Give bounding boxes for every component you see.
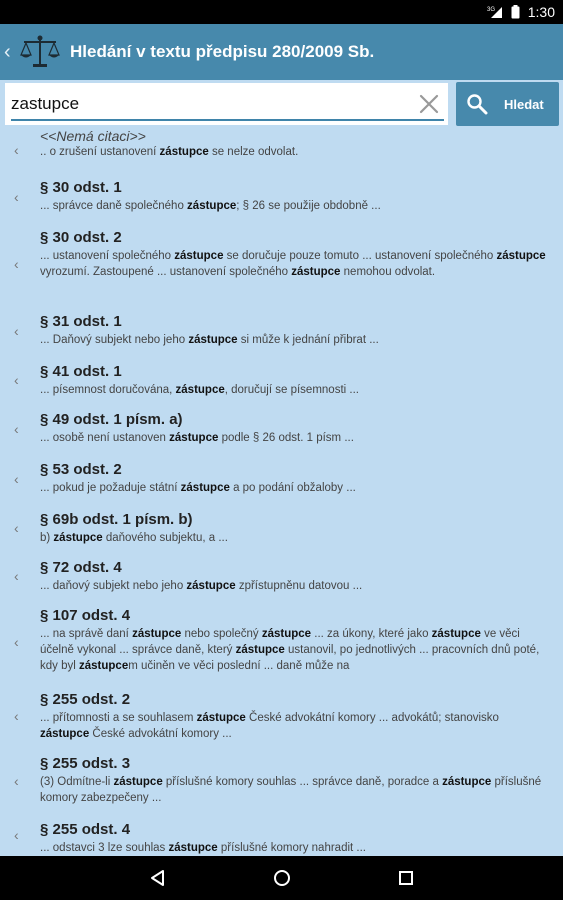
result-item[interactable] xyxy=(0,172,563,222)
result-title: § 255 odst. 2 xyxy=(40,691,131,708)
result-item[interactable] xyxy=(0,552,563,600)
snippet-text: ... pokud je požaduje státní xyxy=(40,482,181,494)
result-snippet xyxy=(40,626,551,674)
snippet-text: příslušné komory nahradit ... xyxy=(217,842,366,854)
snippet-text: vyrozumí. Zastoupené ... ustanovení společného xyxy=(40,266,292,278)
highlighted-term: zástupce xyxy=(496,250,546,262)
snippet-text: ... písemnost doručována, xyxy=(40,384,176,396)
result-item[interactable] xyxy=(0,684,563,748)
chevron-left-icon: ‹ xyxy=(14,421,19,437)
snippet-text: se nelze odvolat. xyxy=(208,146,299,158)
snippet-text: nebo společný xyxy=(181,628,262,640)
highlighted-term: zástupce xyxy=(40,728,90,740)
snippet-text: ... správce daně společného xyxy=(40,200,188,212)
highlighted-term: zástupce xyxy=(132,628,182,640)
back-chevron-icon[interactable]: ‹ xyxy=(4,40,11,63)
snippet-text: se doručuje pouze tomuto ... ustanovení společného xyxy=(223,250,497,262)
snippet-text: (3) Odmítne-li xyxy=(40,776,114,788)
result-title: § 41 odst. 1 xyxy=(40,363,122,380)
result-snippet xyxy=(40,774,551,806)
snippet-text: zpřístupněnu datovou ... xyxy=(235,580,363,592)
snippet-text: ... přítomnosti a se souhlasem xyxy=(40,712,197,724)
result-title: § 255 odst. 3 xyxy=(40,755,131,772)
highlighted-term: zástupce xyxy=(442,776,492,788)
result-title: § 31 odst. 1 xyxy=(40,313,122,330)
status-bar xyxy=(0,0,563,24)
app-title: Hledání v textu předpisu 280/2009 Sb. xyxy=(70,42,375,61)
result-item[interactable] xyxy=(0,222,563,306)
snippet-text: ... za úkony, které jako xyxy=(311,628,432,640)
highlighted-term: zástupce xyxy=(53,532,103,544)
result-title: § 255 odst. 4 xyxy=(40,821,131,838)
result-item[interactable] xyxy=(0,128,563,172)
result-title: § 30 odst. 2 xyxy=(40,229,122,246)
result-snippet xyxy=(40,530,551,546)
battery-icon xyxy=(511,5,520,19)
chevron-left-icon: ‹ xyxy=(14,372,19,388)
chevron-left-icon: ‹ xyxy=(14,634,19,650)
result-title: § 72 odst. 4 xyxy=(40,559,122,576)
snippet-text: České advokátní komory ... advokátů; stanovisko xyxy=(245,712,499,724)
snippet-text: ; § 26 se použije obdobně ... xyxy=(236,200,381,212)
snippet-text: , doručují se písemnosti ... xyxy=(224,384,359,396)
result-title: § 53 odst. 2 xyxy=(40,461,122,478)
highlighted-term: zástupce xyxy=(175,384,225,396)
chevron-left-icon: ‹ xyxy=(14,142,19,158)
snippet-text: podle § 26 odst. 1 písm ... xyxy=(218,432,354,444)
snippet-text: a po podání obžaloby ... xyxy=(229,482,356,494)
chevron-left-icon: ‹ xyxy=(14,520,19,536)
result-item[interactable] xyxy=(0,356,563,404)
snippet-text: ve věci účelně vykonal ... správce daně, který xyxy=(40,628,520,656)
chevron-left-icon: ‹ xyxy=(14,708,19,724)
highlighted-term: zástupce xyxy=(79,660,129,672)
result-snippet xyxy=(40,430,551,446)
result-item[interactable] xyxy=(0,600,563,684)
highlighted-term: zástupce xyxy=(261,628,312,640)
highlighted-term: zástupce xyxy=(188,334,238,346)
snippet-text: ... ustanovení společného xyxy=(40,250,175,262)
highlighted-term: zástupce xyxy=(186,580,236,592)
snippet-text: ... osobě není ustanoven xyxy=(40,432,170,444)
chevron-left-icon: ‹ xyxy=(14,568,19,584)
search-button[interactable] xyxy=(456,82,559,126)
snippet-text: příslušné komory souhlas ... správce daně, poradce a xyxy=(162,776,443,788)
result-snippet xyxy=(40,840,551,856)
highlighted-term: zástupce xyxy=(180,482,230,494)
snippet-text: ... odstavci 3 lze souhlas xyxy=(40,842,169,854)
navigation-bar xyxy=(0,856,563,900)
result-title: <<Nemá citaci>> xyxy=(40,128,146,144)
nav-recents-icon[interactable] xyxy=(394,866,418,890)
highlighted-term: zástupce xyxy=(187,200,237,212)
snippet-text: příslušné komory zabezpečeny ... xyxy=(40,776,542,804)
svg-text:3G: 3G xyxy=(486,7,495,13)
snippet-text: daňového subjektu, a ... xyxy=(102,532,228,544)
result-item[interactable] xyxy=(0,748,563,814)
search-row xyxy=(0,80,563,128)
chevron-left-icon: ‹ xyxy=(14,827,19,843)
clear-x-icon[interactable] xyxy=(418,93,440,115)
result-snippet xyxy=(40,332,551,348)
highlighted-term: zástupce xyxy=(113,776,163,788)
result-item[interactable] xyxy=(0,504,563,552)
result-title: § 107 odst. 4 xyxy=(40,607,131,624)
snippet-text: b) xyxy=(40,532,54,544)
search-icon xyxy=(466,93,488,115)
chevron-left-icon: ‹ xyxy=(14,471,19,487)
result-snippet xyxy=(40,578,551,594)
snippet-text: ... na správě daní xyxy=(40,628,133,640)
highlighted-term: zástupce xyxy=(169,432,219,444)
result-item[interactable] xyxy=(0,306,563,356)
result-snippet xyxy=(40,198,551,214)
result-snippet xyxy=(40,480,551,496)
snippet-text: si může k jednání přibrat ... xyxy=(237,334,379,346)
highlighted-term: zástupce xyxy=(168,842,218,854)
result-item[interactable] xyxy=(0,814,563,856)
result-snippet xyxy=(40,248,551,280)
chevron-left-icon: ‹ xyxy=(14,323,19,339)
snippet-text: .. o zrušení ustanovení xyxy=(40,146,160,158)
result-snippet xyxy=(40,382,551,398)
search-box xyxy=(5,83,448,125)
result-item[interactable] xyxy=(0,454,563,504)
highlighted-term: zástupce xyxy=(235,644,285,656)
result-snippet xyxy=(40,144,551,160)
highlighted-term: zástupce xyxy=(291,266,341,278)
app-bar xyxy=(0,24,563,80)
snippet-text: m učiněn ve věci poslední ... daně může na xyxy=(128,660,350,672)
result-title: § 30 odst. 1 xyxy=(40,179,122,196)
network-3g-icon xyxy=(487,5,503,19)
snippet-text: ... Daňový subjekt nebo jeho xyxy=(40,334,189,346)
highlighted-term: zástupce xyxy=(174,250,224,262)
search-input[interactable] xyxy=(11,91,411,117)
highlighted-term: zástupce xyxy=(431,628,481,640)
snippet-text: nemohou odvolat. xyxy=(340,266,436,278)
chevron-left-icon: ‹ xyxy=(14,773,19,789)
status-time: 1:30 xyxy=(527,4,555,20)
chevron-left-icon: ‹ xyxy=(14,256,19,272)
search-button-label: Hledat xyxy=(504,96,544,112)
nav-back-icon[interactable] xyxy=(146,866,170,890)
highlighted-term: zástupce xyxy=(196,712,246,724)
result-snippet xyxy=(40,710,551,742)
result-title: § 69b odst. 1 písm. b) xyxy=(40,511,193,528)
results-list xyxy=(0,128,563,856)
chevron-left-icon: ‹ xyxy=(14,189,19,205)
snippet-text: ... daňový subjekt nebo jeho xyxy=(40,580,187,592)
scales-icon[interactable] xyxy=(18,30,62,74)
search-underline xyxy=(11,119,444,121)
snippet-text: ustanovil, po jednotlivých ... pracovních dnů poté, kdy byl xyxy=(40,644,540,672)
result-item[interactable] xyxy=(0,404,563,454)
snippet-text: České advokátní komory ... xyxy=(89,728,232,740)
nav-home-icon[interactable] xyxy=(270,866,294,890)
highlighted-term: zástupce xyxy=(159,146,209,158)
result-title: § 49 odst. 1 písm. a) xyxy=(40,411,183,428)
